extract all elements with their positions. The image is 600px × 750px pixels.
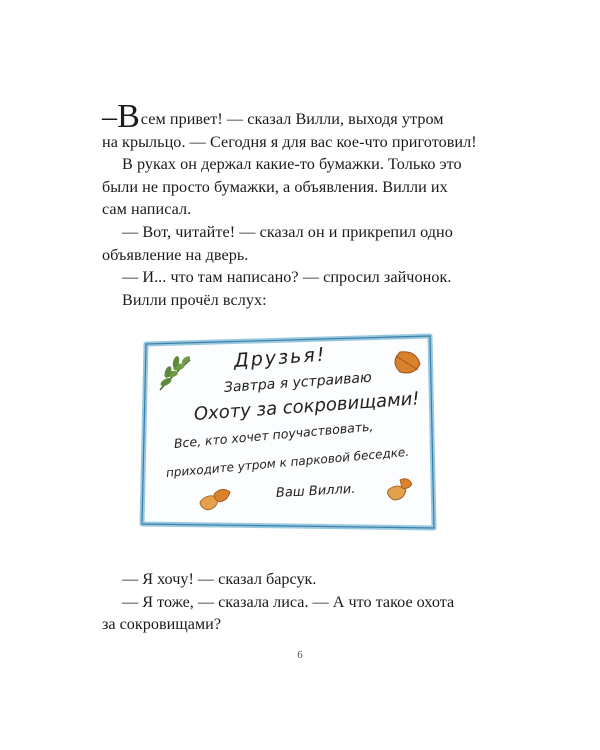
drop-cap-letter: В [117,98,140,135]
note-line: Все, кто хочет поучаствовать, [173,418,374,451]
story-text [102,98,522,311]
note-line: Охоту за сокровищами! [193,388,421,425]
note-line: Завтра я устраиваю [223,369,373,396]
paragraph-greeting [102,98,522,135]
text-line: — Я хочу! — сказал барсук. [122,570,317,588]
note-handwriting [138,332,438,532]
text-line: — Я тоже, — сказала лиса. — А что такое охота [122,592,455,611]
announcement-note [138,332,438,532]
opening-dash: – [102,100,118,133]
page-number: 6 [297,649,303,661]
text-line: — И... что там написано? — спросил зайчонок. [122,268,452,287]
text-line: сем привет! — сказал Вилли, выходя утром [140,110,444,128]
text-line: В руках он держал какие-то бумажки. Только это [122,155,462,174]
note-line: приходите утром к парковой беседке. [165,444,410,480]
text-line: — Вот, читайте! — сказал он и прикрепил одно [122,222,453,241]
text-line: были не просто бумажки, а объявления. Вилли их [102,177,448,196]
text-line: объявление на дверь. [102,245,249,264]
note-heading: Друзья! [233,343,328,372]
note-signature: Ваш Вилли. [275,481,356,501]
dialogue-text [102,568,522,636]
text-line: сам написал. [102,200,192,219]
text-line: на крыльцо. — Сегодня я для вас кое-что приготовил! [102,132,477,151]
text-line: Вилли прочёл вслух: [122,290,267,309]
text-line: за сокровищами? [102,615,222,634]
